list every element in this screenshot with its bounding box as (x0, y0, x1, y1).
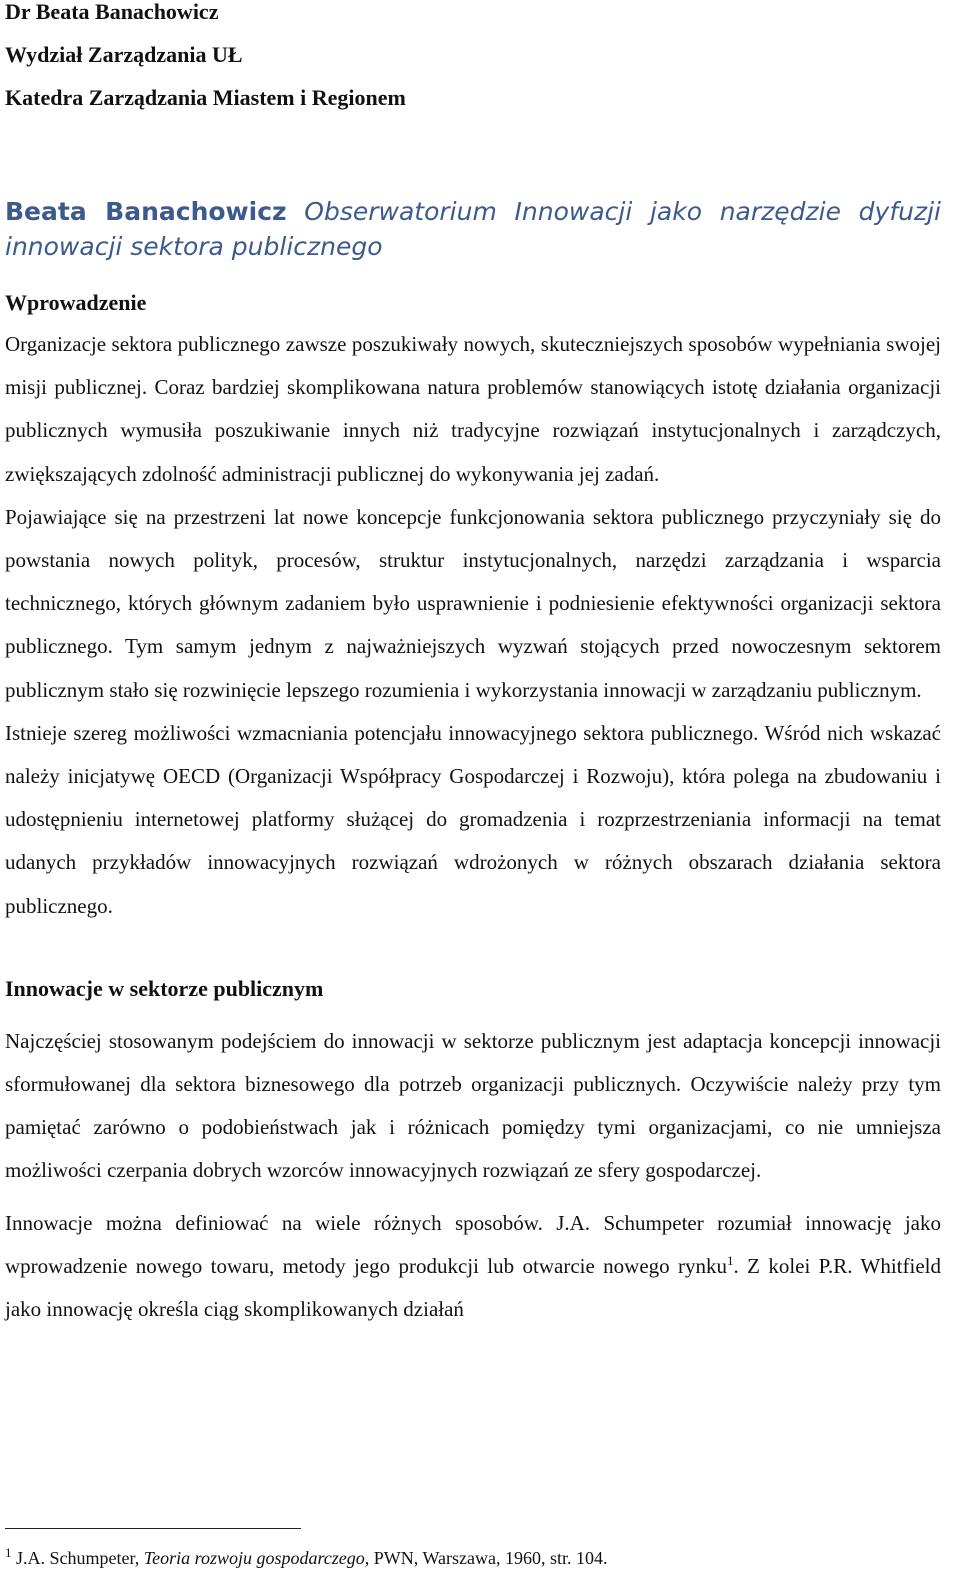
paragraph-innovation-2-text-b: . Z kolei P.R. Whitfield jako innowację określa ciąg skomplikowanych działań (5, 1253, 941, 1322)
footnote-publication: , PWN, Warszawa, 1960, str. 104. (364, 1548, 608, 1568)
title-author: Beata Banachowicz (5, 197, 287, 226)
paragraph-innovation-2-text-a: Innowacje można definiować na wiele różnych sposobów. J.A. Schumpeter rozumiał innowację jako wprowadzenie nowego towaru, metody jego produkcji lub otwarcie nowego rynku (5, 1210, 941, 1278)
paragraph-innovation-1: Najczęściej stosowanym podejściem do innowacji w sektorze publicznym jest adaptacja koncepcji innowacji sformułowanej dla sektora biznesowego dla potrzeb organizacji publicznych. Oczywiście należy przy tym pamiętać zarówno o podobieństwach jak i różnicach pomiędzy tymi organizacjami, co nie umniejsza możliwości czerpania dobrych wzorców innowacyjnych rozwiązań ze sfery gospodarczej. (5, 1028, 941, 1183)
title-text: Obserwatorium Innowacji jako narzędzie dyfuzji innowacji sektora publicznego (5, 197, 942, 261)
footnote-separator (5, 1528, 301, 1529)
author-name: Dr Beata Banachowicz (5, 0, 219, 24)
paragraph-intro-1: Organizacje sektora publicznego zawsze poszukiwały nowych, skuteczniejszych sposobów wypełniania swojej misji publicznej. Coraz bardziej skomplikowana natura problemów stanowiących istotę działania organizacji publicznych wymusiła poszukiwanie innych niż tradycyjne rozwiązań instytucjonalnych i zarządczych, zwiększających zdolność administracji publicznej do wykonywania jej zadań. (5, 332, 941, 486)
paragraph-innovation-2 (5, 1202, 941, 1332)
paragraph-intro-2: Pojawiające się na przestrzeni lat nowe koncepcje funkcjonowania sektora publicznego przyczyniały się do powstania nowych polityk, procesów, struktur instytucjonalnych, narzędzi zarządzania i wsparcia technicznego, których głównym zadaniem było usprawnienie i podniesienie efektywności organizacji sektora publicznego. Tym samym jednym z najważniejszych wyzwań stojących przed nowoczesnym sektorem publicznym stało się rozwinięcie lepszego rozumienia i wykorzystania innowacji w zarządzaniu publicznym. (5, 504, 941, 702)
section-heading-innovation: Innowacje w sektorze publicznym (5, 975, 324, 1001)
document-title (5, 194, 941, 264)
section-heading-intro: Wprowadzenie (5, 290, 147, 315)
footnote (5, 1538, 941, 1578)
document-page (5, 0, 941, 1331)
footnote-author: J.A. Schumpeter, (11, 1548, 144, 1568)
affiliation-block (5, 0, 941, 119)
footnote-reference[interactable]: 1 (727, 1252, 734, 1268)
footnote-number: 1 (5, 1545, 12, 1560)
faculty-name: Wydział Zarządzania UŁ (5, 42, 243, 67)
paragraph-intro-3: Istnieje szereg możliwości wzmacniania potencjału innowacyjnego sektora publicznego. Wśród nich wskazać należy inicjatywę OECD (Organizacji Współpracy Gospodarczej i Rozwoju), która polega na zbudowaniu i udostępnieniu internetowej platformy służącej do gromadzenia i rozprzestrzeniania informacji na temat udanych przykładów innowacyjnych rozwiązań wdrożonych w różnych obszarach działania sektora publicznego. (5, 720, 941, 918)
footnote-book-title: Teoria rozwoju gospodarczego (143, 1548, 365, 1568)
department-name: Katedra Zarządzania Miastem i Regionem (5, 85, 406, 110)
